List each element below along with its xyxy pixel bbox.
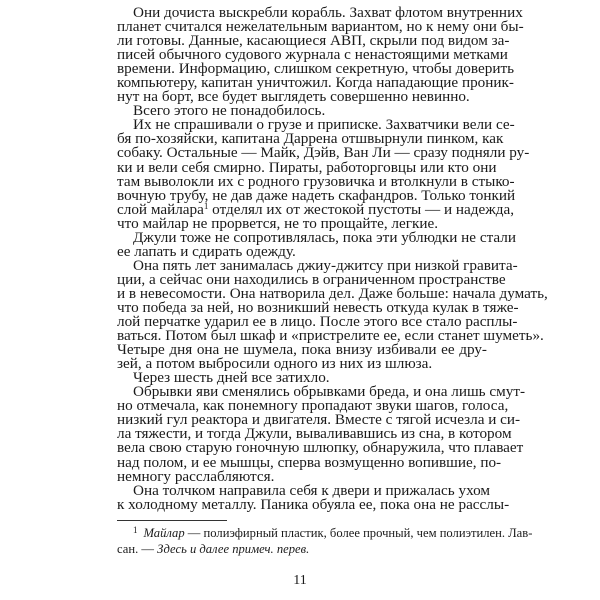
text-line: Четыре дня она не шумела, пока внизу избивали ее дру- bbox=[117, 341, 487, 359]
text-line: ла тяжести, и тогда Джули, вываливавшись из сна, в котором bbox=[117, 425, 512, 443]
text-line: вела свою старую гоночную шлюпку, обнаружила, что плавает bbox=[117, 439, 524, 457]
text-line: вочную трубу, не дав даже надеть скафандров. Только тонкий bbox=[117, 186, 516, 204]
text-line: Их не спрашивали о грузе и приписке. Захватчики вели се- bbox=[133, 116, 515, 134]
text-line: Она пять лет занималась джиу-джитсу при низкой гравита- bbox=[133, 256, 518, 274]
text-line: там выволокли их с родного грузовичка и втолкнули в стыко- bbox=[117, 172, 515, 190]
text-line: ее лапать и сдирать одежду. bbox=[117, 242, 296, 260]
text-line: что майлар не прорвется, не то прощайте, легкие. bbox=[117, 214, 439, 232]
footnote-line bbox=[117, 541, 487, 557]
text-line: Джули тоже не сопротивлялась, пока эти ублюдки не стали bbox=[133, 228, 516, 246]
text-line: Обрывки яви сменялись обрывками бреда, и она лишь смут- bbox=[133, 383, 526, 401]
footnote-number: 1 bbox=[133, 525, 138, 535]
text-line: ли готовы. Данные, касающиеся АВП, скрыли под видом за- bbox=[117, 32, 510, 50]
footnote-term: Майлар bbox=[143, 526, 185, 540]
text-line: нут на борт, все будет выглядеть совершенно невинно. bbox=[117, 88, 470, 106]
text-line: что победа за ней, но возникший невесть откуда кулак в тяже- bbox=[117, 298, 519, 316]
text-segment: слой майлара bbox=[117, 200, 204, 218]
text-line: времени. Информацию, слишком секретную, чтобы доверить bbox=[117, 60, 515, 78]
footnote-note: Здесь и далее примеч. перев. bbox=[157, 542, 310, 556]
footnote-divider bbox=[117, 520, 227, 521]
text-line: ции, а сейчас они находились в ограниченном пространстве bbox=[117, 270, 506, 288]
text-line: зей, а потом выбросили одного из них из шлюза. bbox=[117, 355, 433, 373]
text-line: планет считался нежелательным вариантом, но к нему они бы- bbox=[117, 18, 524, 36]
text-line: лой перчатке ударил ее в лицо. После этого все стало расплы- bbox=[117, 313, 518, 331]
text-line: писей обычного судового журнала с ненастоящими метками bbox=[117, 46, 508, 64]
text-line: Через шесть дней все затихло. bbox=[133, 369, 330, 387]
text-line: Они дочиста выскребли корабль. Захват флотом внутренних bbox=[133, 4, 523, 21]
text-line: ки и вели себя смирно. Пираты, работорговцы или кто они bbox=[117, 158, 497, 176]
text-line: Она толчком направила себя к двери и прижалась ухом bbox=[133, 481, 491, 499]
text-line: Всего этого не понадобилось. bbox=[133, 102, 326, 120]
text-line: компьютеру, капитан уничтожил. Когда нападающие проник- bbox=[117, 74, 514, 92]
text-line: бя по-хозяйски, капитана Даррена отшвырнули пинком, как bbox=[117, 130, 504, 148]
text-line: но отмечала, как понемногу пропадают звуки шагов, голоса, bbox=[117, 397, 509, 415]
footnote-line bbox=[117, 525, 533, 541]
text-line: и в невесомости. Она натворила дел. Даже больше: начала думать, bbox=[117, 284, 548, 302]
footnotes bbox=[117, 525, 533, 557]
text-line: ваться. Потом был шкаф и «пристрелите ее, если станет шуметь». bbox=[117, 327, 544, 345]
text-line: собаку. Остальные — Майк, Дэйв, Ван Ли — сразу подняли ру- bbox=[117, 144, 530, 162]
text-segment: отделял их от жестокой пустоты — и надежда, bbox=[208, 200, 514, 218]
text-line: над полом, и ее мышцы, сперва возмущенно вопившие, по- bbox=[117, 453, 502, 471]
footnote-reference: 1 bbox=[203, 200, 209, 211]
footnote-text: — полиэфирный пластик, более прочный, чем полиэтилен. Лав- bbox=[184, 526, 533, 540]
body-text bbox=[117, 4, 548, 513]
text-line: к холодному металлу. Паника обуяла ее, пока она не расслы- bbox=[117, 495, 510, 513]
page-number: 11 bbox=[293, 573, 307, 588]
text-line: немногу расслабляются. bbox=[117, 467, 275, 485]
text-line: низкий гул реактора и двигателя. Вместе с тягой исчезла и си- bbox=[117, 411, 521, 429]
footnote-text: сан. — bbox=[117, 542, 158, 556]
